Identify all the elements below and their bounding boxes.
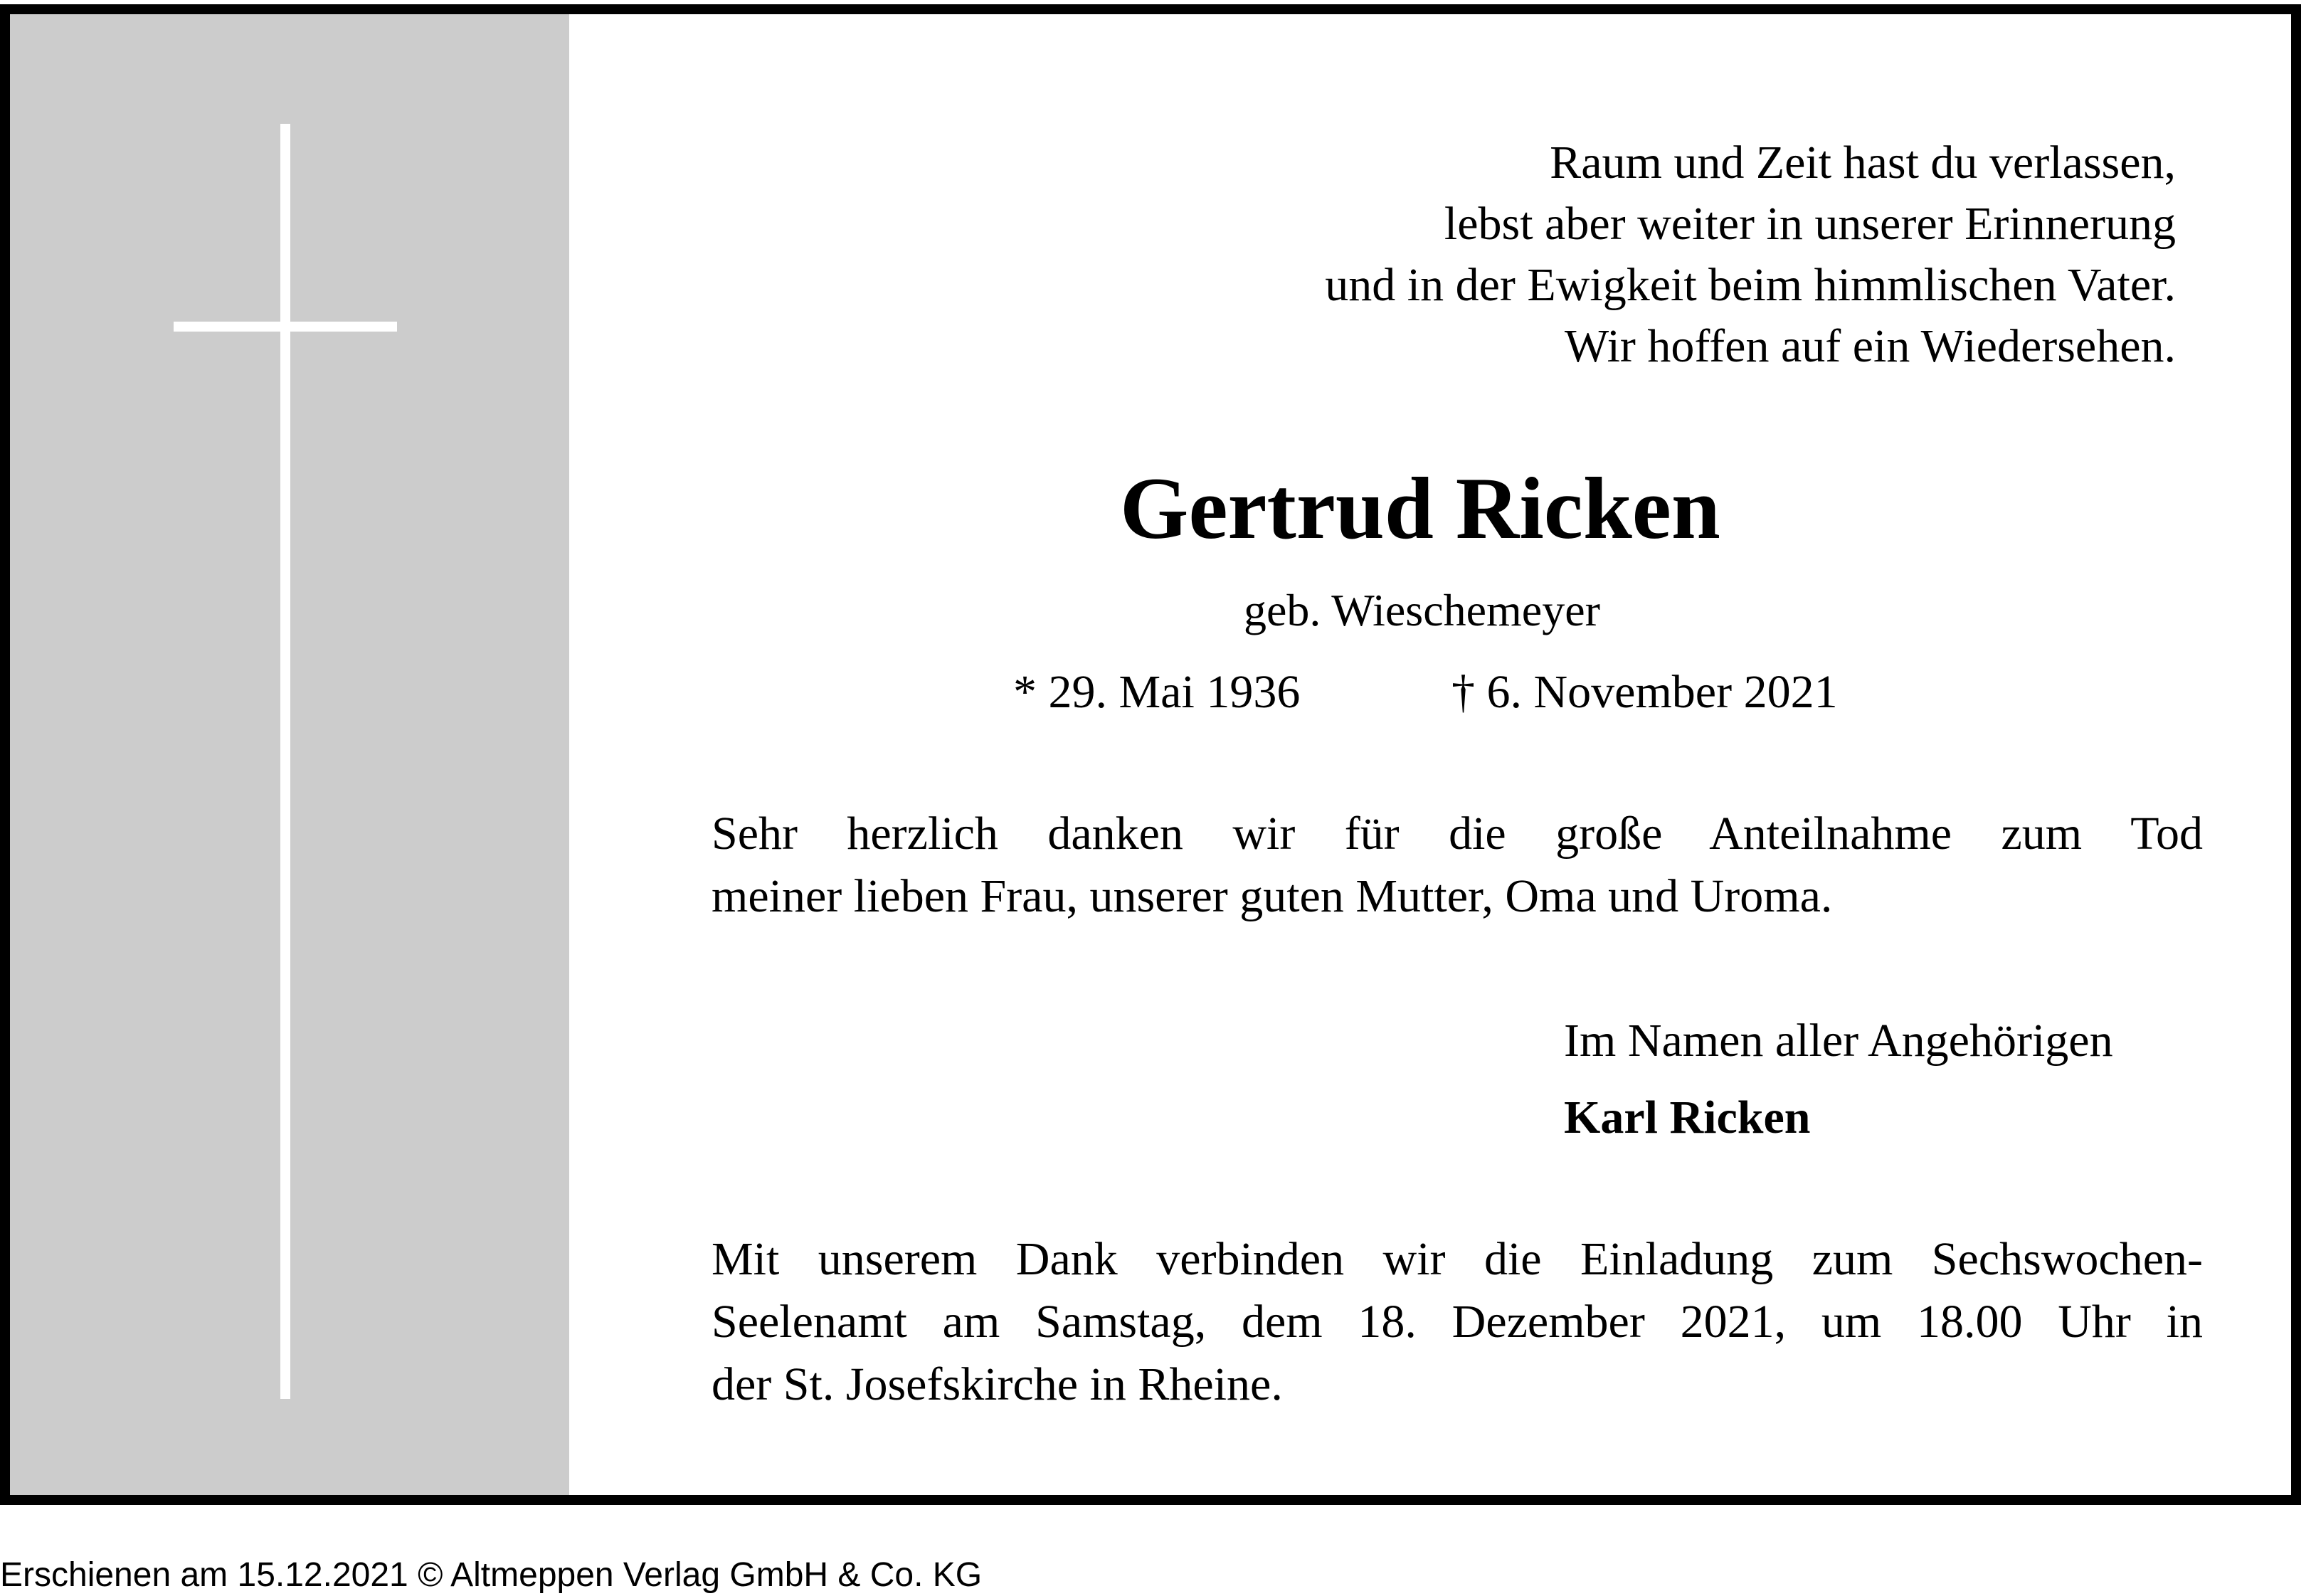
poem-line: und in der Ewigkeit beim himmlischen Vater. (1325, 259, 2176, 311)
decorative-side-panel (10, 14, 569, 1495)
publication-footer: Erschienen am 15.12.2021 © Altmeppen Verlag GmbH & Co. KG (0, 1556, 983, 1594)
cross-horizontal-bar (174, 322, 397, 332)
thanks-line: meiner lieben Frau, unserer guten Mutter, Oma und Uroma. (712, 870, 1833, 922)
invitation-line: Mit unserem Dank verbinden wir die Einladung zum Sechswochen- (712, 1233, 2203, 1285)
obituary-notice (0, 4, 2301, 1505)
death-date: † 6. November 2021 (1451, 666, 1838, 718)
cross-vertical-bar (280, 124, 290, 1399)
deceased-name: Gertrud Ricken (1120, 460, 1720, 557)
poem-line: Raum und Zeit hast du verlassen, (1550, 137, 2176, 189)
invitation-line: Seelenamt am Samstag, dem 18. Dezember 2021, um 18.00 Uhr in (712, 1296, 2203, 1348)
birth-date: * 29. Mai 1936 (1013, 666, 1301, 718)
signature-intro: Im Namen aller Angehörigen (1564, 1015, 2113, 1067)
invitation-paragraph (712, 1228, 2203, 1416)
deceased-birth-name: geb. Wieschemeyer (1244, 585, 1600, 635)
poem-line: lebst aber weiter in unserer Erinnerung (1444, 198, 2176, 250)
thanks-line: Sehr herzlich danken wir für die große Anteilnahme zum Tod (712, 808, 2203, 860)
signature-name: Karl Ricken (1564, 1092, 1811, 1143)
thanks-paragraph (712, 803, 2203, 928)
memorial-poem (1037, 132, 2176, 377)
invitation-line: der St. Josefskirche in Rheine. (712, 1358, 1283, 1410)
poem-line: Wir hoffen auf ein Wiedersehen. (1564, 320, 2176, 372)
